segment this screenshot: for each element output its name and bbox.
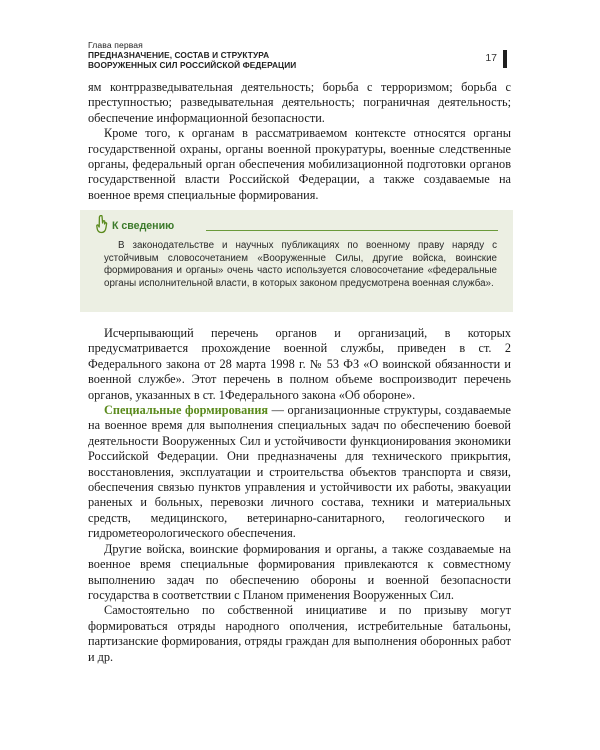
chapter-label: Глава первая	[88, 40, 143, 50]
term-definition: — организационные структуры, создаваемые на военное время для выполнения специальных задач по обеспечению боевой деятельности Вооруженных Сил и устойчивости функционирования экономики Российской Федерации. Они предназначены для технического прикрытия, восстановления, эксплуатации и строительства объектов транспорта и связи, обеспечения связью пунктов управления и устойчивости их работы, эвакуации раненых и больных, перевозки личного состава, техники и материальных средств, медицинского, ветеринарно-санитарного, геологического и гидрометеорологического обеспечения.	[88, 403, 511, 541]
note-title-rule	[206, 230, 498, 231]
page-number-bar	[503, 50, 507, 68]
page-number: 17	[485, 52, 497, 64]
term-special-formations: Специальные формирования	[104, 403, 269, 418]
paragraph-special-formations	[88, 403, 511, 542]
note-title: К сведению	[112, 220, 175, 232]
section-title-line-2: ВООРУЖЕННЫХ СИЛ РОССИЙСКОЙ ФЕДЕРАЦИИ	[88, 60, 297, 70]
paragraph: Самостоятельно по собственной инициативе и по призыву могут формироваться отряды народного ополчения, истребительные батальоны, партизанские формирования, отряды граждан для выполнения оборонных работ и др.	[88, 603, 511, 664]
pointing-hand-icon	[94, 215, 110, 235]
paragraph: Другие войска, воинские формирования и органы, а также создаваемые на военное время специальные формирования привлекаются к совместному выполнению задач по обеспечению обороны и военной безопасности государства в соответствии с Планом применения Вооруженных Сил.	[88, 541, 511, 602]
note-box	[80, 210, 513, 312]
text-block-top	[88, 80, 511, 203]
paragraph: Исчерпывающий перечень органов и организаций, в которых предусматривается прохождение военной службы, приведен в ст. 2 Федерального закона от 28 марта 1998 г. № 53 ФЗ «О воинской обязанности и военной службе». Этот перечень в полном объеме воспроизводит перечень органов, указанных в ст. 1Федерального закона «Об обороне».	[88, 326, 511, 402]
note-text: В законодательстве и научных публикациях по военному праву наряду с устойчивым словосочетанием «Вооруженные Силы, другие войска, воинские формирования и органы» очень часто используется словосочетание «федеральные органы исполнительной власти, в которых законом предусмотрена военная служба».	[104, 240, 497, 289]
text-block-bottom	[88, 326, 511, 665]
paragraph: ям контрразведывательная деятельность; борьба с терроризмом; борьба с преступностью; разведывательная деятельность; пограничная деятельность; обеспечение информационной безопасности.	[88, 80, 511, 125]
running-head	[88, 40, 498, 70]
note-header	[104, 218, 497, 236]
section-title-line-1: ПРЕДНАЗНАЧЕНИЕ, СОСТАВ И СТРУКТУРА	[88, 50, 270, 60]
paragraph: Кроме того, к органам в рассматриваемом контексте относятся органы государственной охраны, органы военной прокуратуры, военные следственные органы, федеральный орган обеспечения мобилизационной подготовки органов государственной власти Российской Федерации, а также создаваемые на военное время специальные формирования.	[88, 126, 511, 202]
